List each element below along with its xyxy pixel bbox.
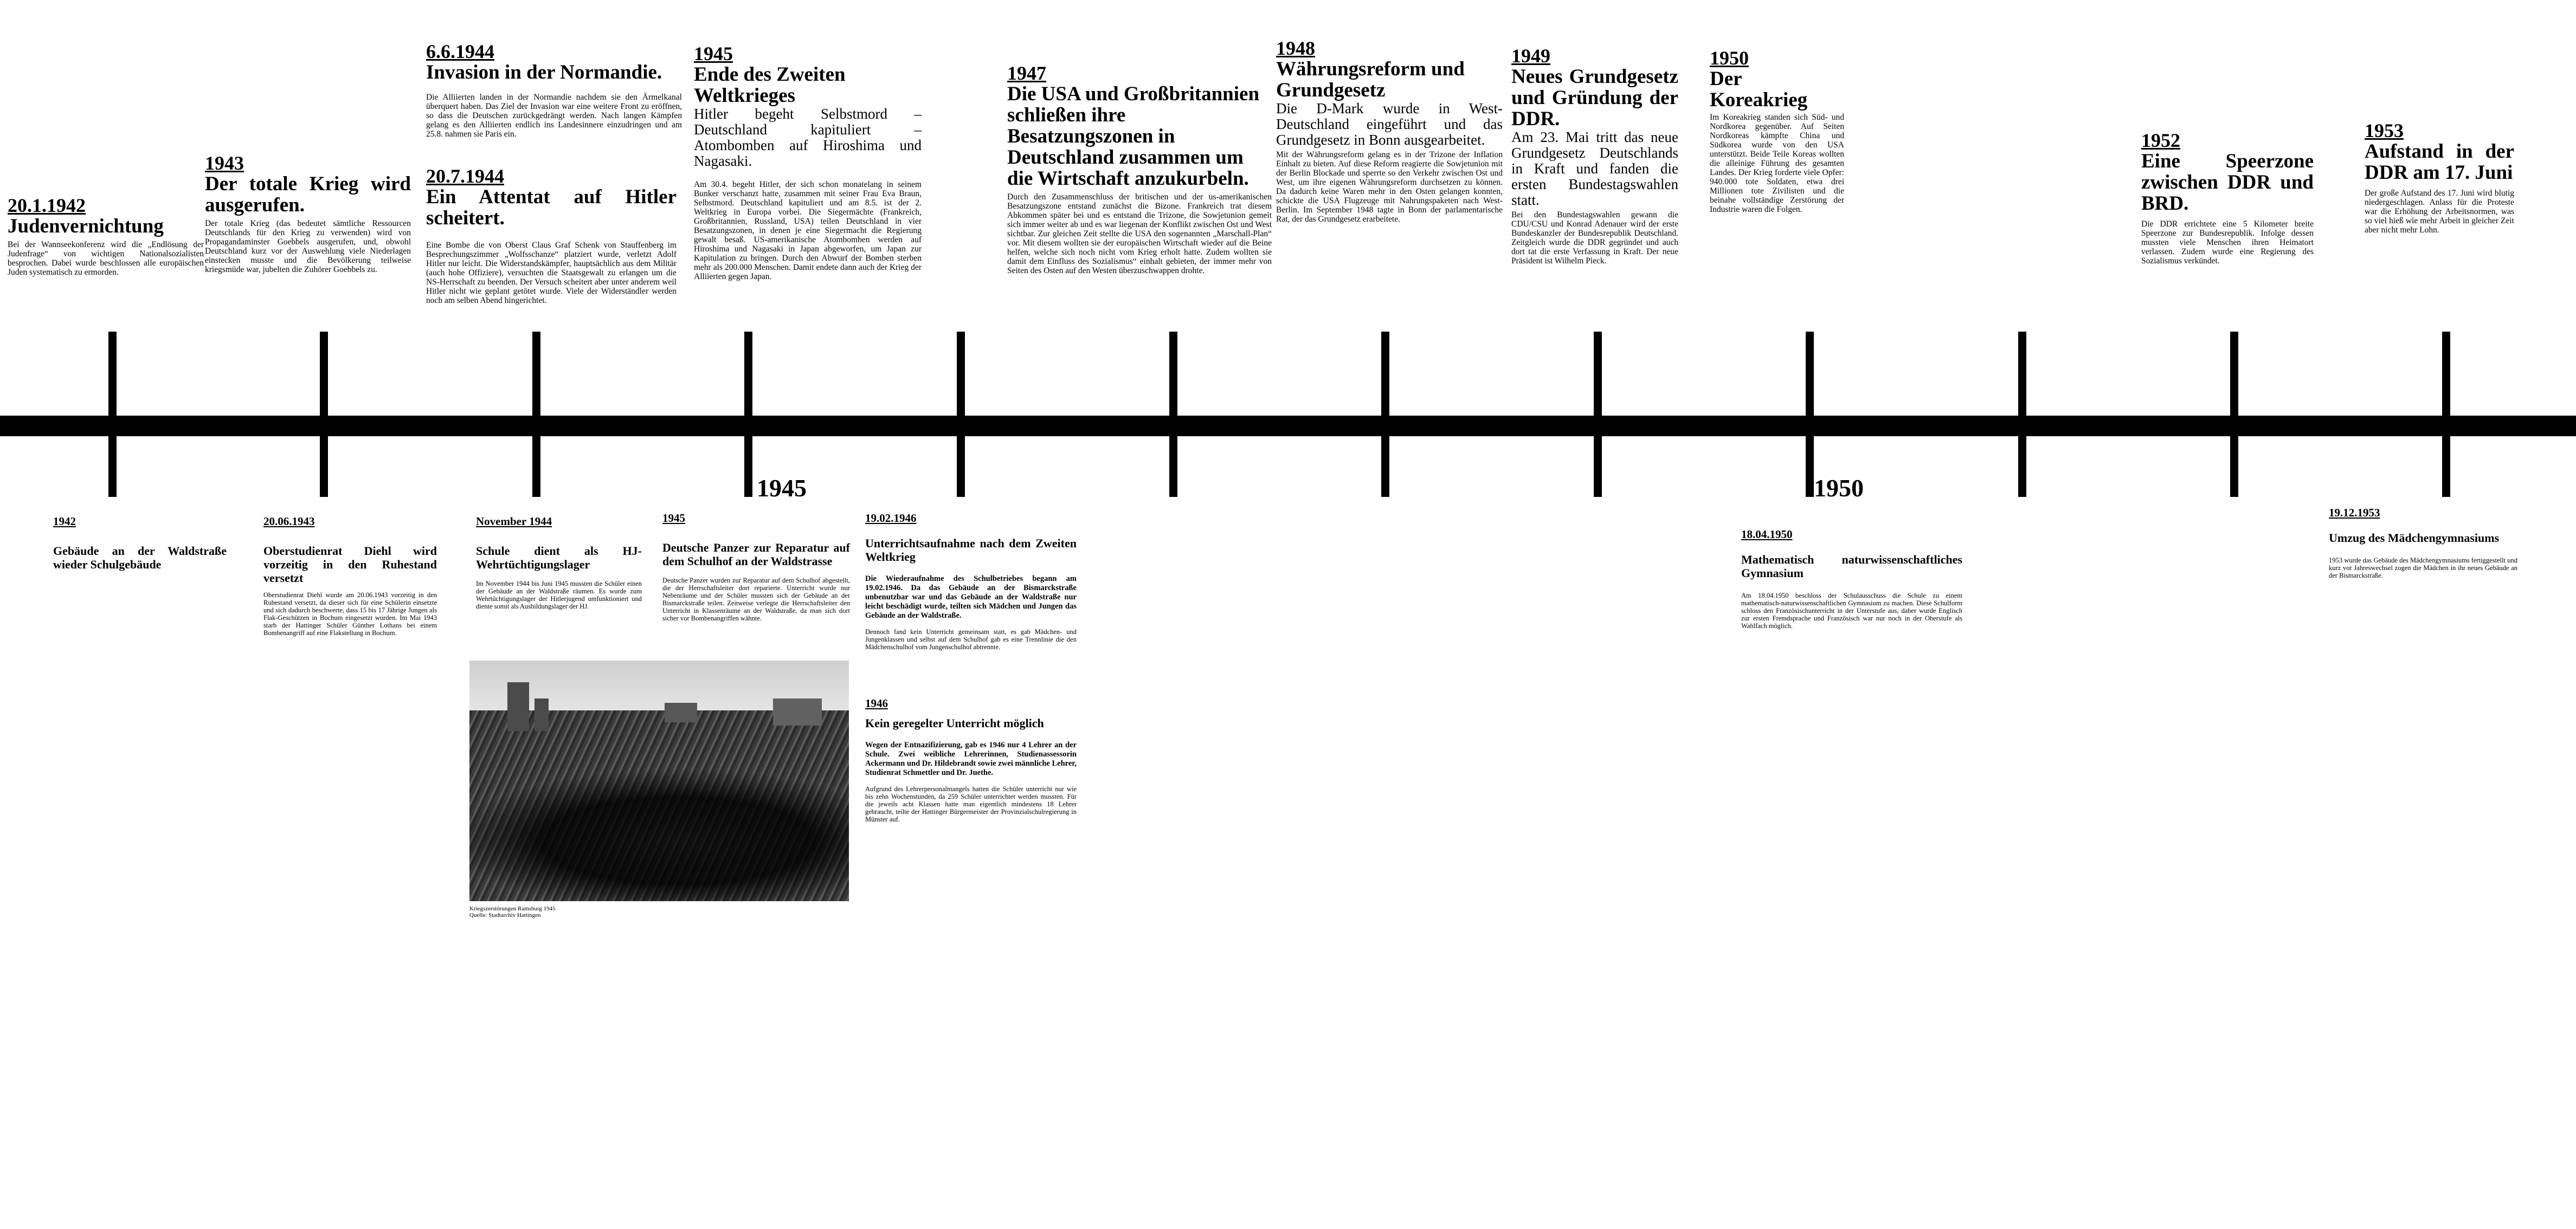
event-text: Der große Aufstand des 17. Juni wird blutig niedergeschlagen. Anlass für die Proteste war die Erhöhung der Arbeitsnormen, was so viel hieß wie mehr Arbeit in gleicher Zeit aber nicht mehr Lohn. xyxy=(2365,189,2514,235)
event-1949-grundgesetz xyxy=(1511,46,1678,266)
event-heading: Neues Grundgesetz und Gründung der DDR. xyxy=(1511,66,1678,130)
event-heading: Judenvernichtung xyxy=(8,215,164,237)
event-1947-bizone xyxy=(1007,63,1272,275)
timeline-tick xyxy=(320,332,328,497)
school-event-lead: Wegen der Entnazifizierung, gab es 1946 nur 4 Lehrer an der Schule. Zwei weibliche Lehrerinnen, Studienassessorin Ackermann und Dr. Hildebrandt sowie zwei männliche Lehrer, Studienrat Schmettler und Dr. Juethe. xyxy=(865,741,1077,777)
school-event-heading: Unterrichtsaufnahme nach dem Zweiten Weltkrieg xyxy=(865,536,1077,564)
school-event-text: 1953 wurde das Gebäude des Mädchengymnasiums fertiggestellt und kurz vor Jahreswechsel zogen die Mädchen in ihr neues Gebäude an der Bismarckstraße. xyxy=(2329,557,2517,579)
school-event-text: Oberstudienrat Diehl wurde am 20.06.1943 vorzeitig in den Ruhestand versetzt, da dieser sich für eine Schülerin einsetzte und sich dadurch beschwerte, dass 15 bis 17 Jährige Jungen als Flak-Geschützen in Bochum eingesetzt wurden. Im Mai 1943 starb der Hattinger Schüler Günther Lothans bei einem Bombenangriff auf eine Flakstellung in Bochum. xyxy=(263,591,437,637)
timeline-tick xyxy=(2018,332,2026,497)
event-heading: Die USA und Großbritannien schließen ihre Besatzungszonen in Deutschland zusammen um die Wirtschaft anzukurbeln. xyxy=(1007,83,1260,190)
school-event-heading: Schule dient als HJ-Wehrtüchtigungslager xyxy=(476,544,642,571)
school-event-lead: Die Wiederaufnahme des Schulbetriebes begann am 19.02.1946. Da das Gebäude an der Bismarckstraße unbenutzbar war und das Gebäude an der Waldstraße nur leicht beschädigt wurde, teilten sich Mädchen und Jungen das Gebäude an der Waldstraße. xyxy=(865,574,1077,620)
event-heading: Ende des Zweiten Weltkrieges xyxy=(694,63,846,107)
event-year: 1950 xyxy=(1710,47,1749,69)
event-text: Am 30.4. begeht Hitler, der sich schon monatelang in seinem Bunker verschanzt hatte, zusammen mit seiner Frau Eva Braun, Selbstmord. Deutschland kapituliert und am 8.5. ist der 2. Weltkrieg in Europa vorbei. Die Siegermächte (Frankreich, Großbritannien, Russland, USA) teilen Deutschland in vier Besatzungszonen, in denen je eine Siegermacht die Regierung gewalt besaß. US-amerikanische Atombomben werden auf Hiroshima und Nagasaki in Japan abgeworfen, um Japan zur Kapitulation zu bringen. Durch den Abwurf der Bomben sterben mehr als 200.000 Menschen. Damit endete dann auch der Krieg der Alliierten gegen Japan. xyxy=(694,180,922,281)
school-event-heading: Umzug des Mädchengymnasiums xyxy=(2329,531,2500,545)
event-year: 1948 xyxy=(1276,37,1315,59)
timeline-tick xyxy=(2230,332,2238,497)
event-year: 20.1.1942 xyxy=(8,195,86,216)
school-event-1946 xyxy=(865,697,1077,823)
timeline-tick xyxy=(108,332,117,497)
event-1953-aufstand xyxy=(2365,120,2514,235)
school-event-text: Am 18.04.1950 beschloss der Schulausschuss die Schule zu einem mathematisch-naturwissenschaftlichen Gymnasium zu machen. Diese Schulform schloss den Französischunterricht in der Unterstufe aus, daher wurde Englisch zur ersten Fremdsprache und Französisch war nur noch in der Oberstufe als Wahlfach möglich. xyxy=(1741,592,1962,630)
event-year: 1952 xyxy=(2141,130,2180,151)
event-1943-totaler-krieg xyxy=(205,153,411,274)
timeline-tick xyxy=(1169,332,1177,497)
event-subheading: Hitler begeht Selbstmord – Deutschland kapituliert – Atombomben auf Hiroshima und Nagasaki. xyxy=(694,106,922,169)
school-event-1946-02 xyxy=(865,512,1077,651)
school-event-heading: Oberstudienrat Diehl wird vorzeitig in den Ruhestand versetzt xyxy=(263,544,437,585)
timeline-tick xyxy=(957,332,965,497)
event-heading: Ein Attentat auf Hitler scheitert. xyxy=(426,186,677,229)
event-subheading: Am 23. Mai tritt das neue Grundgesetz Deutschlands in Kraft und fanden die ersten Bundestagswahlen statt. xyxy=(1511,129,1678,208)
school-event-heading: Deutsche Panzer zur Reparatur auf dem Schulhof an der Waldstrasse xyxy=(662,541,850,568)
event-text: Die DDR errichtete eine 5 Kilometer breite Speerzone zur Bundesrepublik. Infolge dessen mussten viele Menschen ihren Heimatort verlassen. Zudem wurde eine Regierung des Sozialismus verkündet. xyxy=(2141,219,2314,266)
event-heading: Eine Speerzone zwischen DDR und BRD. xyxy=(2141,150,2314,215)
event-heading: Der Koreakrieg xyxy=(1710,68,1808,111)
event-year: 20.7.1944 xyxy=(426,165,504,187)
school-event-text: Im November 1944 bis Juni 1945 mussten die Schüler einen der Gebäude an der Waldstraße räumen. Es wurde zum Wehrtüchtigungslager der Hitlerjugend umfunktioniert und diente somit als Ausbildungslager der HJ. xyxy=(476,580,642,610)
timeline-tick xyxy=(2442,332,2450,497)
event-year: 6.6.1944 xyxy=(426,41,494,62)
event-1950-koreakrieg xyxy=(1710,48,1844,214)
school-event-date: 1942 xyxy=(53,515,76,528)
timeline-tick xyxy=(532,332,540,497)
photo-ruin-building xyxy=(773,698,822,726)
school-event-heading: Gebäude an der Waldstraße wieder Schulgebäude xyxy=(53,544,227,571)
event-year: 1949 xyxy=(1511,45,1550,67)
timeline-tick xyxy=(1806,332,1814,497)
school-event-1942 xyxy=(53,515,227,571)
school-event-heading: Kein geregelter Unterricht möglich xyxy=(865,716,1044,730)
event-year: 1953 xyxy=(2365,120,2404,141)
event-year: 1945 xyxy=(694,43,733,64)
event-subheading: Die D-Mark wurde in West-Deutschland eingeführt und das Grundgesetz in Bonn ausgearbeitet. xyxy=(1276,100,1503,148)
event-year: 1943 xyxy=(205,152,244,174)
photo-caption-source: Quelle: Stadtarchiv Hattingen xyxy=(469,912,541,918)
event-1952-speerzone xyxy=(2141,130,2314,266)
timeline-tick xyxy=(744,332,752,497)
event-heading: Invasion in der Normandie. xyxy=(426,61,662,83)
photo-ruin-building xyxy=(534,698,549,731)
timeline-tick xyxy=(1381,332,1389,497)
school-event-date: 1945 xyxy=(662,512,685,525)
photo-caption-title: Kriegszerstörungen Ramsburg 1945 xyxy=(469,905,556,912)
event-1944-attentat xyxy=(426,166,677,305)
school-event-date: 18.04.1950 xyxy=(1741,528,1793,541)
school-event-1945 xyxy=(662,512,850,622)
event-text: Die Alliierten landen in der Normandie nachdem sie den Ärmelkanal überquert haben. Das Ziel der Invasion war eine weitere Front zu eröffnen, so dass die Deutschen zurückgedrängt werden. Nach langen Kämpfen gelang es den Alliierten endlich ins Landesinnere einzudringen und am 25.8. nahmen sie Paris ein. xyxy=(426,93,682,139)
event-text: Mit der Währungsreform gelang es in der Trizone der Inflation Einhalt zu bieten. Auf diese Reform reagierte die Sowjetunion mit der Berlin Blockade und sperrte so den Verkehr zwischen Ost und West, um ihre eigenen Währungsreform durchsetzen zu können. Da dadurch keine Waren mehr in den Osten gelangen konnten, schickte die USA Flugzeuge mit Nahrungspaketen nach West-Berlin. Im September 1948 tagte in Bonn der parlamentarische Rat, der das Grundgesetz erarbeitete. xyxy=(1276,150,1503,224)
axis-year-1950: 1950 xyxy=(1814,474,1864,502)
event-heading: Währungsreform und Grundgesetz xyxy=(1276,58,1465,101)
school-event-1943 xyxy=(263,515,437,637)
event-year: 1947 xyxy=(1007,62,1046,84)
event-text: Eine Bombe die von Oberst Claus Graf Schenk von Stauffenberg im Besprechungszimmer „Wolfsschanze“ platziert wurde, verletzt Adolf Hitler nur leicht. Die Widerstandskämpfer, hauptsächlich aus dem Militär (auch hohe Offiziere), versuchten die Staatsgewalt zu erlangen um die NS-Herrschaft zu beenden. Der Versuch scheitert aber unter anderem weil Hitler nicht wie geplant getötet wurde. Viele der Widerständler werden noch am selben Abend hingerichtet. xyxy=(426,241,677,305)
photo-ruin-building xyxy=(507,682,529,731)
school-event-text: Aufgrund des Lehrerpersonalmangels hatten die Schüler unterricht nur wie bis zehn Wochenstunden, da 259 Schüler unterrichtet werden mussten. Für die jeweils acht Klassen hatte man eigentlich mindestens 18 Lehrer gebraucht, teilte der Hattinger Bürgermeister der Provinzialschulregierung in Münster auf. xyxy=(865,785,1077,823)
school-event-date: 20.06.1943 xyxy=(263,515,315,528)
photo-caption xyxy=(469,905,556,918)
event-text: Im Koreakrieg standen sich Süd- und Nordkorea gegenüber. Auf Seiten Nordkoreas kämpfte China und Südkorea wurde von den USA unterstützt. Beide Teile Koreas wollten die alleinige Führung des gesamten Landes. Der Krieg forderte viele Opfer: 940.000 tote Soldaten, etwa drei Millionen tote Zivilisten und die beinahe vollständige Zerstörung der Industrie waren die Folgen. xyxy=(1710,113,1844,214)
event-text: Der totale Krieg (das bedeutet sämtliche Ressourcen Deutschlands für den Krieg zu verwenden) wird von Propagandaminster Goebbels ausgerufen, und, obwohl Deutschland kurz vor der Auswehlung viele Niederlagen einstecken musste und die Bevölkerung teilweise kriegsmüde war, jubelten die Zuhörer Goebbels zu. xyxy=(205,219,411,274)
school-event-text: Deutsche Panzer wurden zur Reparatur auf dem Schulhof abgestellt, die der Herrschaftsleiter dort reparierte. Unterricht wurde nur Nebenräume und der Schüler mussten sich der Gebäude an der Bismarckstraße teilen. Zeitweise verlegte die Herrschaftsleiter den Unterricht in Klassenräume an der Waldstraße, da man sich dort sicher vor Bombenangriffen wähnte. xyxy=(662,577,850,622)
event-1948-waehrungsreform xyxy=(1276,38,1503,224)
event-text: Durch den Zusammenschluss der britischen und der us-amerikanischen Besatzungszone entstand zunächst die Bizone. Frankreich trat diesem Abkommen später bei und es entstand die Trizone, die Sowjetunion gemeit sich immer weiter ab und es war liegenan der Konflikt zwischen Ost und West sichtbar. Zur gleichen Zeit stellte die USA den sogenannten „Marschall-Plan“ vor. Mit diesem wollten sie der europäischen Wirtschaft wieder auf die Beine helfen, welche sich noch nicht vom Krieg erholt hatte. Zudem wollten sie damit dem Einfluss des Sozialismus“ einhalt gebieten, der immer mehr von Seiten des Osten auf den Westen überzuschwappen drohte. xyxy=(1007,192,1272,275)
school-event-date: November 1944 xyxy=(476,515,552,528)
event-text: Bei den Bundestagswahlen gewann die CDU/CSU und Konrad Adenauer wird der erste Bundeskanzler der Bundesrepublik Deutschland. Zeitgleich wurde die DDR gegründet und auch dort tat die erste Verfassung in Kraft. Der neue Präsident ist Wilhelm Pieck. xyxy=(1511,210,1678,266)
school-event-heading: Mathematisch naturwissenschaftliches Gymnasium xyxy=(1741,553,1962,580)
school-event-1944 xyxy=(476,515,642,610)
photo-ruin-building xyxy=(665,703,697,722)
school-event-1953 xyxy=(2329,506,2517,579)
event-1942-judenvernichtung xyxy=(8,195,204,277)
school-event-1950 xyxy=(1741,528,1962,630)
school-event-date: 19.12.1953 xyxy=(2329,506,2380,519)
timeline-tick xyxy=(1594,332,1602,497)
school-event-text: Dennoch fand kein Unterricht gemeinsam statt, es gab Mädchen- und Jungenklassen und selbst auf dem Schulhof gab es eine Trennlinie die den Mädchenschulhof vom Jungenschulhof abtrennte. xyxy=(865,628,1077,651)
event-text: Bei der Wannseekonferenz wird die „Endlösung der Judenfrage“ von wichtigen Nationalsozialisten besprochen. Dabei wurde beschlossen alle europäischen Juden systematisch zu ermorden. xyxy=(8,240,204,277)
event-heading: Aufstand in der DDR am 17. Juni xyxy=(2365,140,2514,184)
event-1945-kriegsende xyxy=(694,43,922,281)
timeline-axis xyxy=(0,416,2576,436)
axis-year-1945: 1945 xyxy=(757,474,807,502)
school-event-date: 1946 xyxy=(865,697,888,710)
event-1944-normandie xyxy=(426,41,682,139)
war-ruins-photo xyxy=(469,661,849,901)
school-event-date: 19.02.1946 xyxy=(865,512,917,525)
event-heading: Der totale Krieg wird ausgerufen. xyxy=(205,173,411,216)
